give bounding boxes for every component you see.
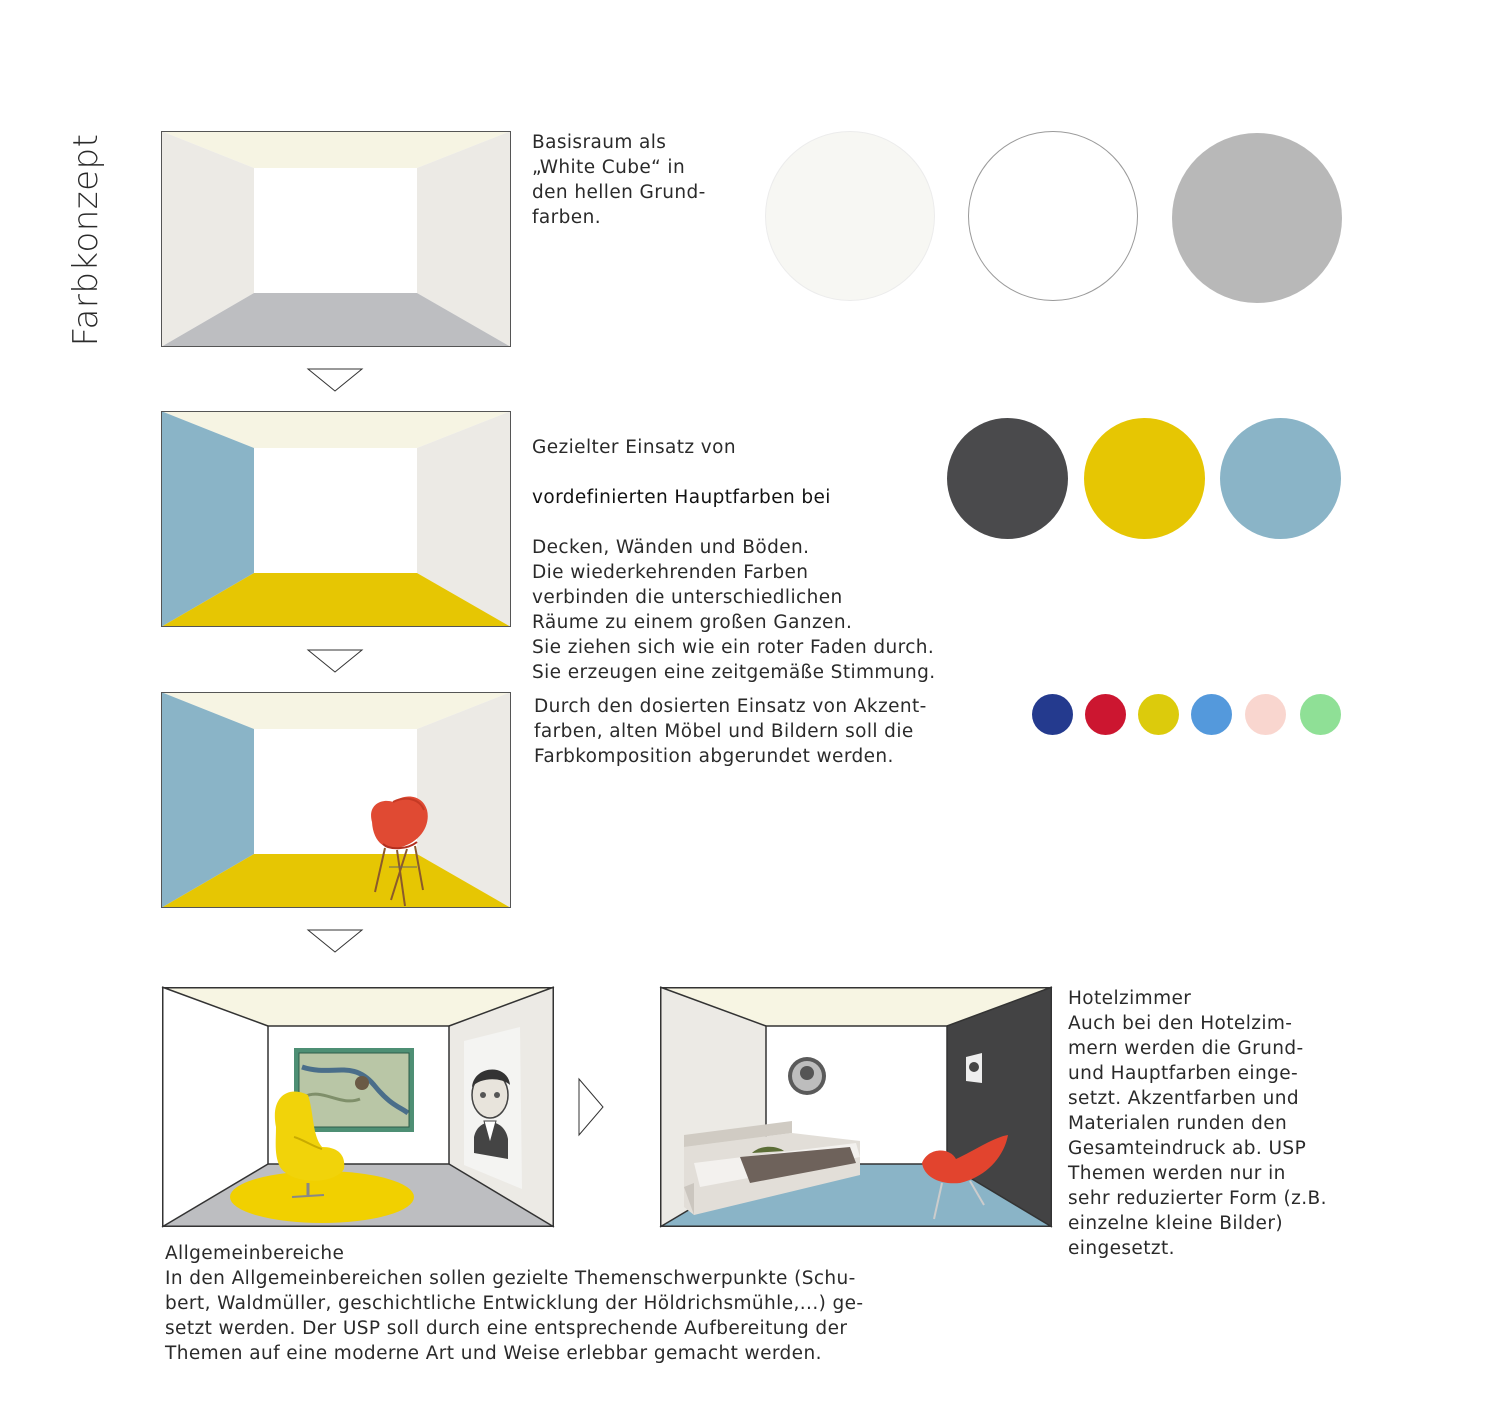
arrow-down-icon <box>307 368 363 392</box>
step2-text <box>532 410 952 710</box>
swatch-red <box>1085 694 1126 735</box>
swatch-sky-blue <box>1191 694 1232 735</box>
arrow-right-icon <box>578 1078 604 1136</box>
swatch-yellow <box>1084 418 1205 539</box>
room-white-cube <box>161 131 511 347</box>
small-portrait-icon <box>966 1053 982 1083</box>
hotel-text: Hotelzimmer Auch bei den Hotelzim- mern werden die Grund- und Hauptfarben einge- setzt. Akzentfarben und Materialen runden den Gesamteindruck ab. USP Themen werden nur in sehr reduzierter Form (z.B. einzelne kleine Bilder) eingesetzt. <box>1068 988 1327 1259</box>
room-hotel <box>660 987 1052 1227</box>
round-picture-icon <box>788 1057 826 1095</box>
general-areas-text: Allgemeinbereiche In den Allgemeinbereichen sollen gezielte Themenschwerpunkte (Schu- bert, Waldmüller, geschichtliche Entwicklung der Höldrichsmühle,...) ge- setzt werden. Der USP soll durch eine entsprechende Aufbereitung der Themen auf eine moderne Art und Weise erlebbar gemacht werden. <box>165 1243 864 1364</box>
room-accent <box>161 692 511 908</box>
swatch-green <box>1300 694 1341 735</box>
portrait-poster-icon <box>464 1027 522 1189</box>
step3-text: Durch den dosierten Einsatz von Akzent- farben, alten Möbel und Bildern soll die Farbkomposition abgerundet werden. <box>534 696 927 767</box>
arrow-down-icon <box>307 649 363 673</box>
step2-line1: Gezielter Einsatz von <box>532 437 736 458</box>
swatch-yellow-accent <box>1138 694 1179 735</box>
swatch-pink <box>1245 694 1286 735</box>
swatch-light-blue <box>1220 418 1341 539</box>
page-title <box>36 120 136 360</box>
swatch-offwhite <box>765 131 935 301</box>
room-general-areas <box>162 987 554 1227</box>
swatch-grey <box>1172 133 1342 303</box>
swatch-white <box>968 131 1138 301</box>
step1-text: Basisraum als „White Cube“ in den hellen Grund- farben. <box>532 132 706 228</box>
room-main-colors <box>161 411 511 627</box>
page-title-text: Farbkonzept <box>66 133 106 347</box>
swatch-dark-grey <box>947 418 1068 539</box>
step2-rest: Decken, Wänden und Böden. Die wiederkehrenden Farben verbinden die unterschiedlichen Räume zu einem großen Ganzen. Sie ziehen sich wie ein roter Faden durch. Sie erzeugen eine zeitgemäße Stimmung. <box>532 537 936 683</box>
arrow-down-icon <box>307 929 363 953</box>
step2-line2: vordefinierten Hauptfarben bei <box>532 487 831 508</box>
swatch-navy <box>1032 694 1073 735</box>
